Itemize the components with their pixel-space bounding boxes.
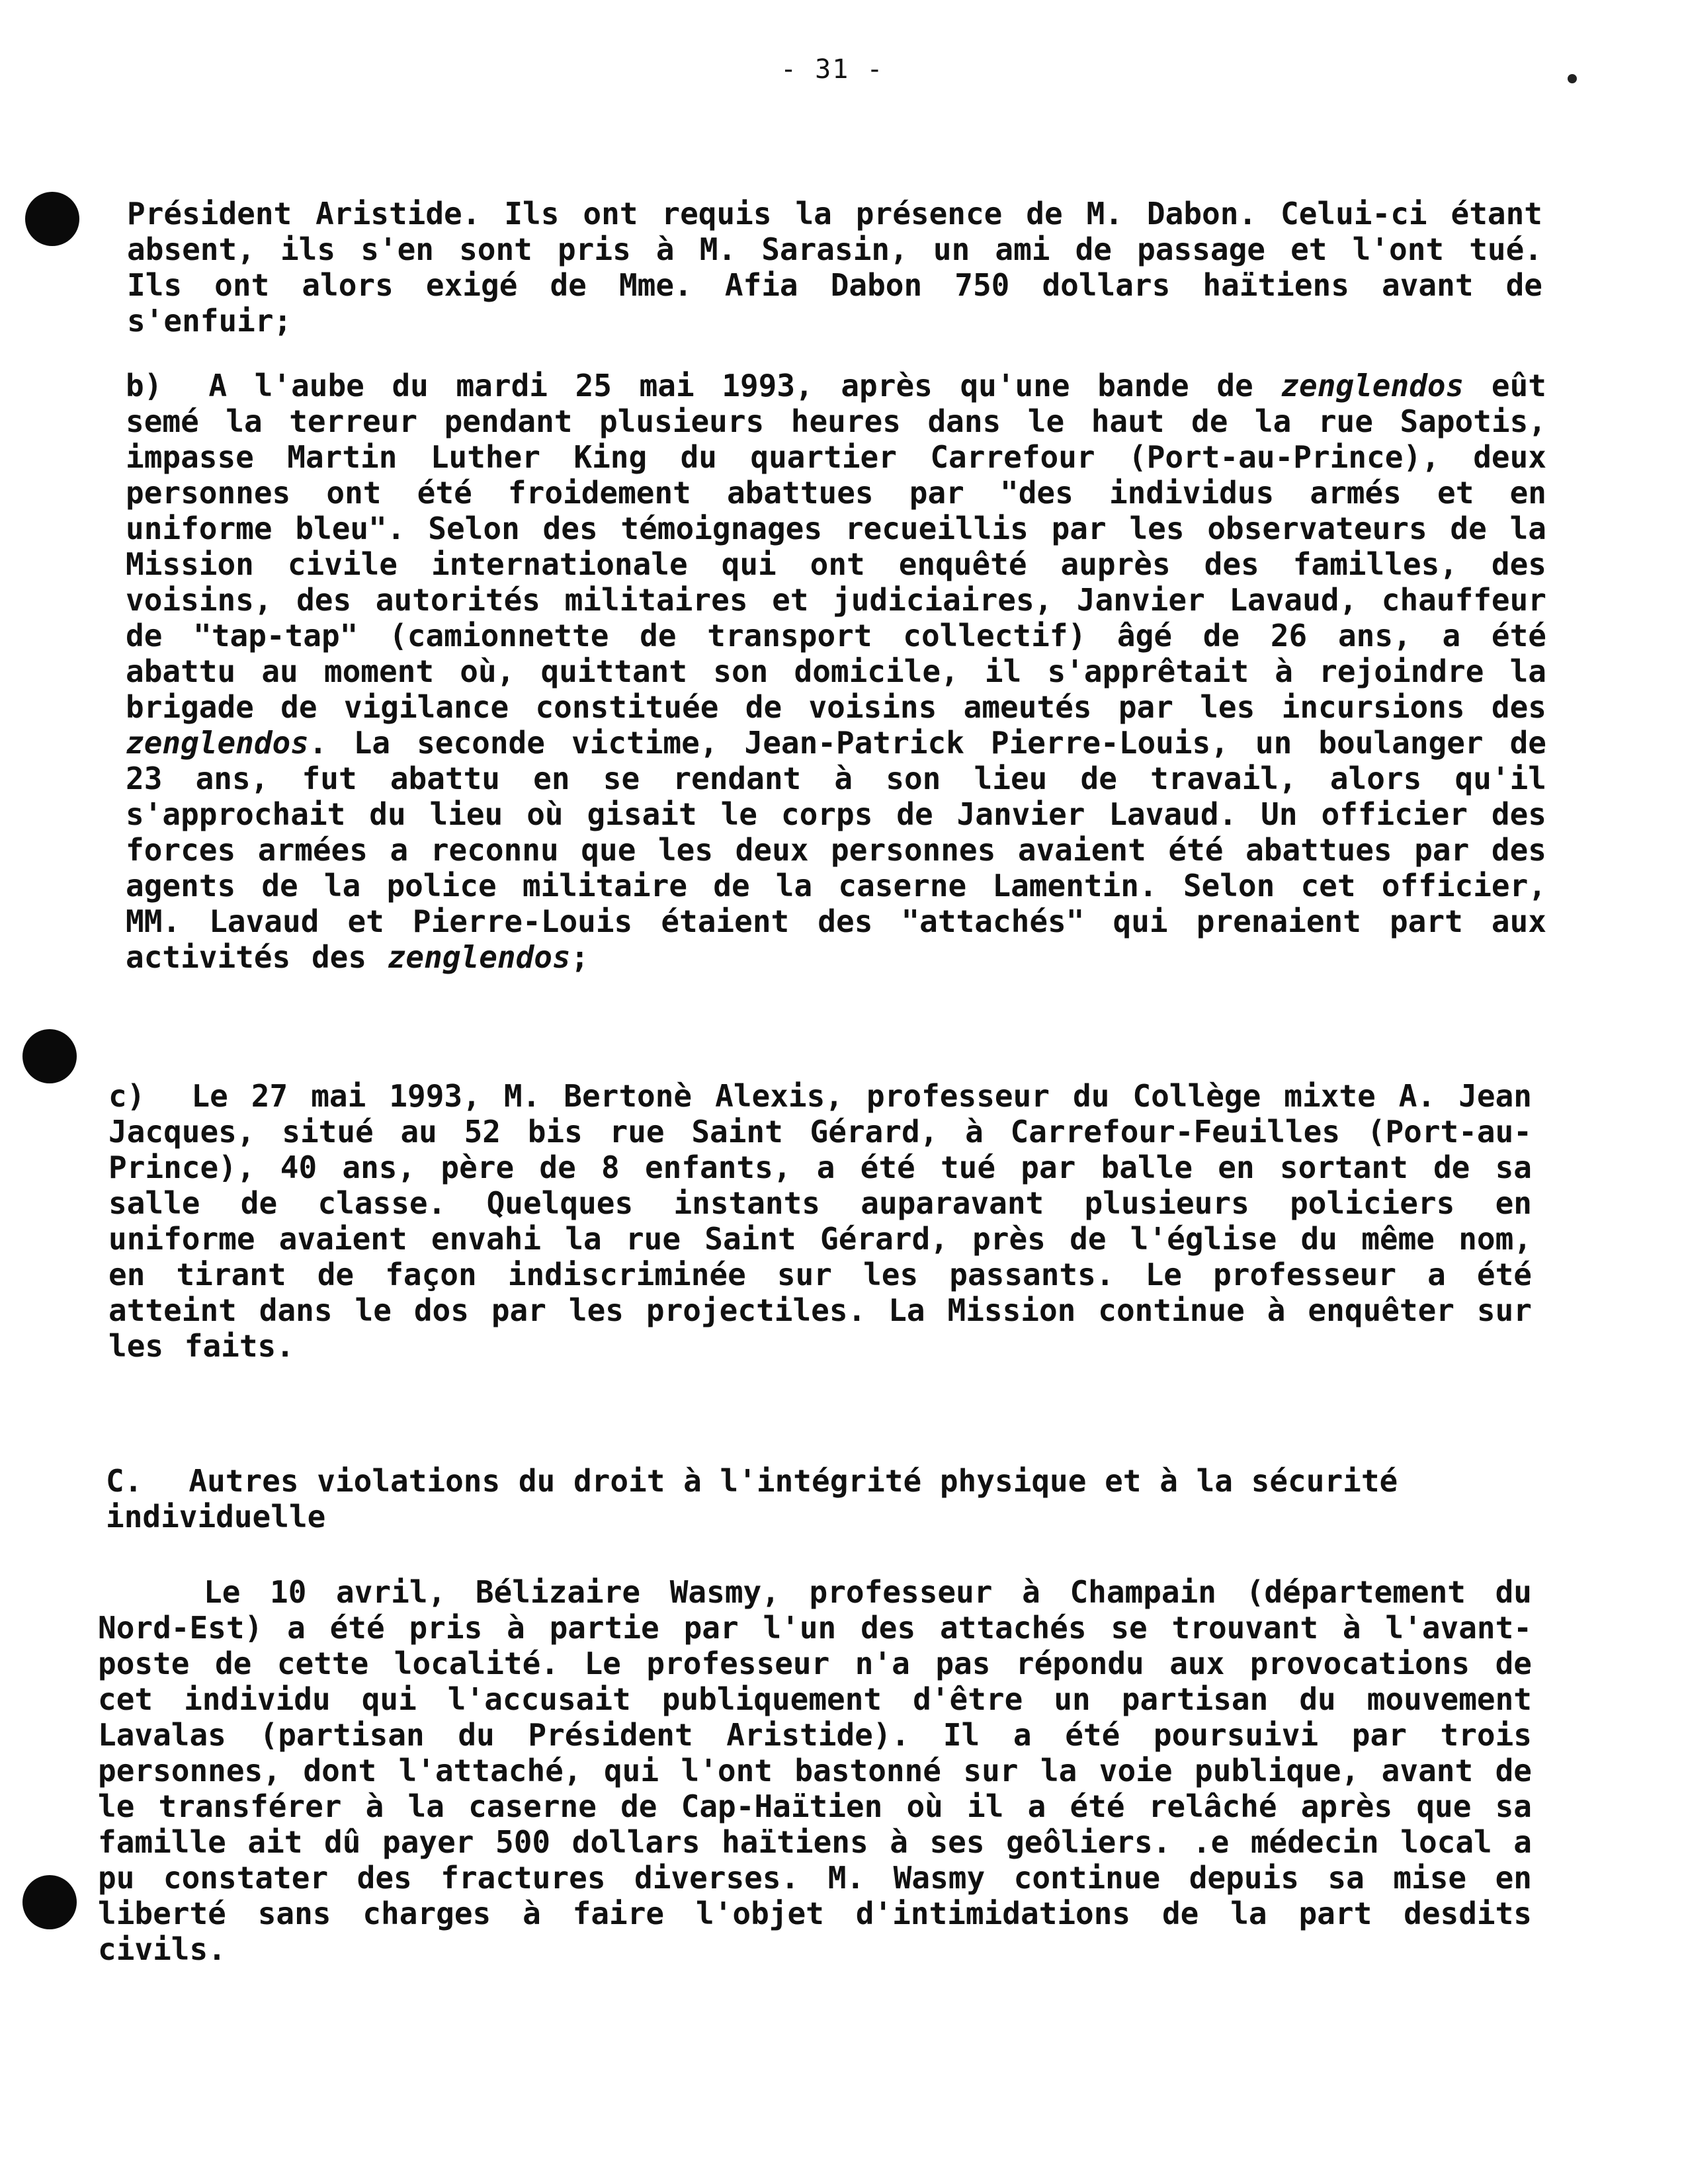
paragraph-c-text: Le 27 mai 1993, M. Bertonè Alexis, professeur du Collège mixte A. Jean Jacques, situé au 52 bis rue Saint Gérard, à Carrefour-Feuilles (Port-au-Prince), 40 ans, père de 8 enfants, a été tué par balle en sortant de sa salle de classe. Quelques instants auparavant plusieurs policiers en uniforme avaient envahi la rue Saint Gérard, près de l'église du même nom, en tirant de façon indiscriminée sur les passants. Le professeur a été atteint dans le dos par les projectiles. La Mission continue à enquêter sur les faits. — [108, 1078, 1532, 1364]
paragraph-wasmy — [98, 1574, 1532, 1967]
paragraph-b-term3: zenglendos — [387, 939, 571, 975]
paragraph-b-label: b) — [126, 368, 163, 403]
paragraph-b-part3: . La seconde victime, Jean-Patrick Pierre-Louis, un boulanger de 23 ans, fut abattu en se rendant à son lieu de travail, alors qu'il s'approchait du lieu où gisait le corps de Janvier Lavaud. Un officier des forces armées a reconnu que les deux personnes avaient été abattues par des agents de la police militaire de la caserne Lamentin. Selon cet officier, MM. Lavaud et Pierre-Louis étaient des "attachés" qui prenaient part aux activités des — [126, 725, 1546, 975]
paragraph-c — [108, 1078, 1532, 1364]
section-c-label: C. — [106, 1463, 143, 1499]
paragraph-wasmy-text: Le 10 avril, Bélizaire Wasmy, professeur à Champain (département du Nord-Est) a été pris à partie par l'un des attachés se trouvant à l'avant-poste de cette localité. Le professeur n'a pas répondu aux provocations de cet individu qui l'accusait publiquement d'être un partisan du mouvement Lavalas (partisan du Président Aristide). Il a été poursuivi par trois personnes, dont l'attaché, qui l'ont bastonné sur la voie publique, avant de le transférer à la caserne de Cap-Haïtien où il a été relâché après que sa famille ait dû payer 500 dollars haïtiens à ses geôliers. .e médecin local a pu constater des fractures diverses. M. Wasmy continue depuis sa mise en liberté sans charges à faire l'objet d'intimidations de la part desdits civils. — [98, 1574, 1532, 1967]
speck-top-right — [1568, 74, 1577, 83]
page-number: - 31 - — [780, 54, 884, 85]
paragraph-b-part1: A l'aube du mardi 25 mai 1993, après qu'une bande de — [208, 368, 1253, 403]
paragraph-a-end: Président Aristide. Ils ont requis la présence de M. Dabon. Celui-ci étant absent, ils s'en sont pris à M. Sarasin, un ami de passage et l'ont tué. Ils ont alors exigé de Mme. Afia Dabon 750 dollars haïtiens avant de s'enfuir; — [127, 196, 1542, 339]
paragraph-b-term1: zenglendos — [1281, 368, 1464, 403]
punch-hole-bottom — [22, 1875, 77, 1929]
punch-hole-top — [25, 192, 79, 246]
punch-hole-middle — [22, 1029, 77, 1083]
paragraph-b-term2: zenglendos — [126, 725, 309, 761]
paragraph-b — [126, 368, 1546, 975]
section-c-heading — [106, 1463, 1535, 1534]
section-c-title: Autres violations du droit à l'intégrité physique et à la sécurité individuelle — [106, 1463, 1398, 1534]
paragraph-b-part2: eût semé la terreur pendant plusieurs heures dans le haut de la rue Sapotis, impasse Martin Luther King du quartier Carrefour (Port-au-Prince), deux personnes ont été froidement abattues par "des individus armés et en uniforme bleu". Selon des témoignages recueillis par les observateurs de la Mission civile internationale qui ont enquêté auprès des familles, des voisins, des autorités militaires et judiciaires, Janvier Lavaud, chauffeur de "tap-tap" (camionnette de transport collectif) âgé de 26 ans, a été abattu au moment où, quittant son domicile, il s'apprêtait à rejoindre la brigade de vigilance constituée de voisins ameutés par les incursions des — [126, 368, 1546, 725]
paragraph-b-part4: ; — [570, 939, 589, 975]
paragraph-c-label: c) — [108, 1078, 146, 1114]
